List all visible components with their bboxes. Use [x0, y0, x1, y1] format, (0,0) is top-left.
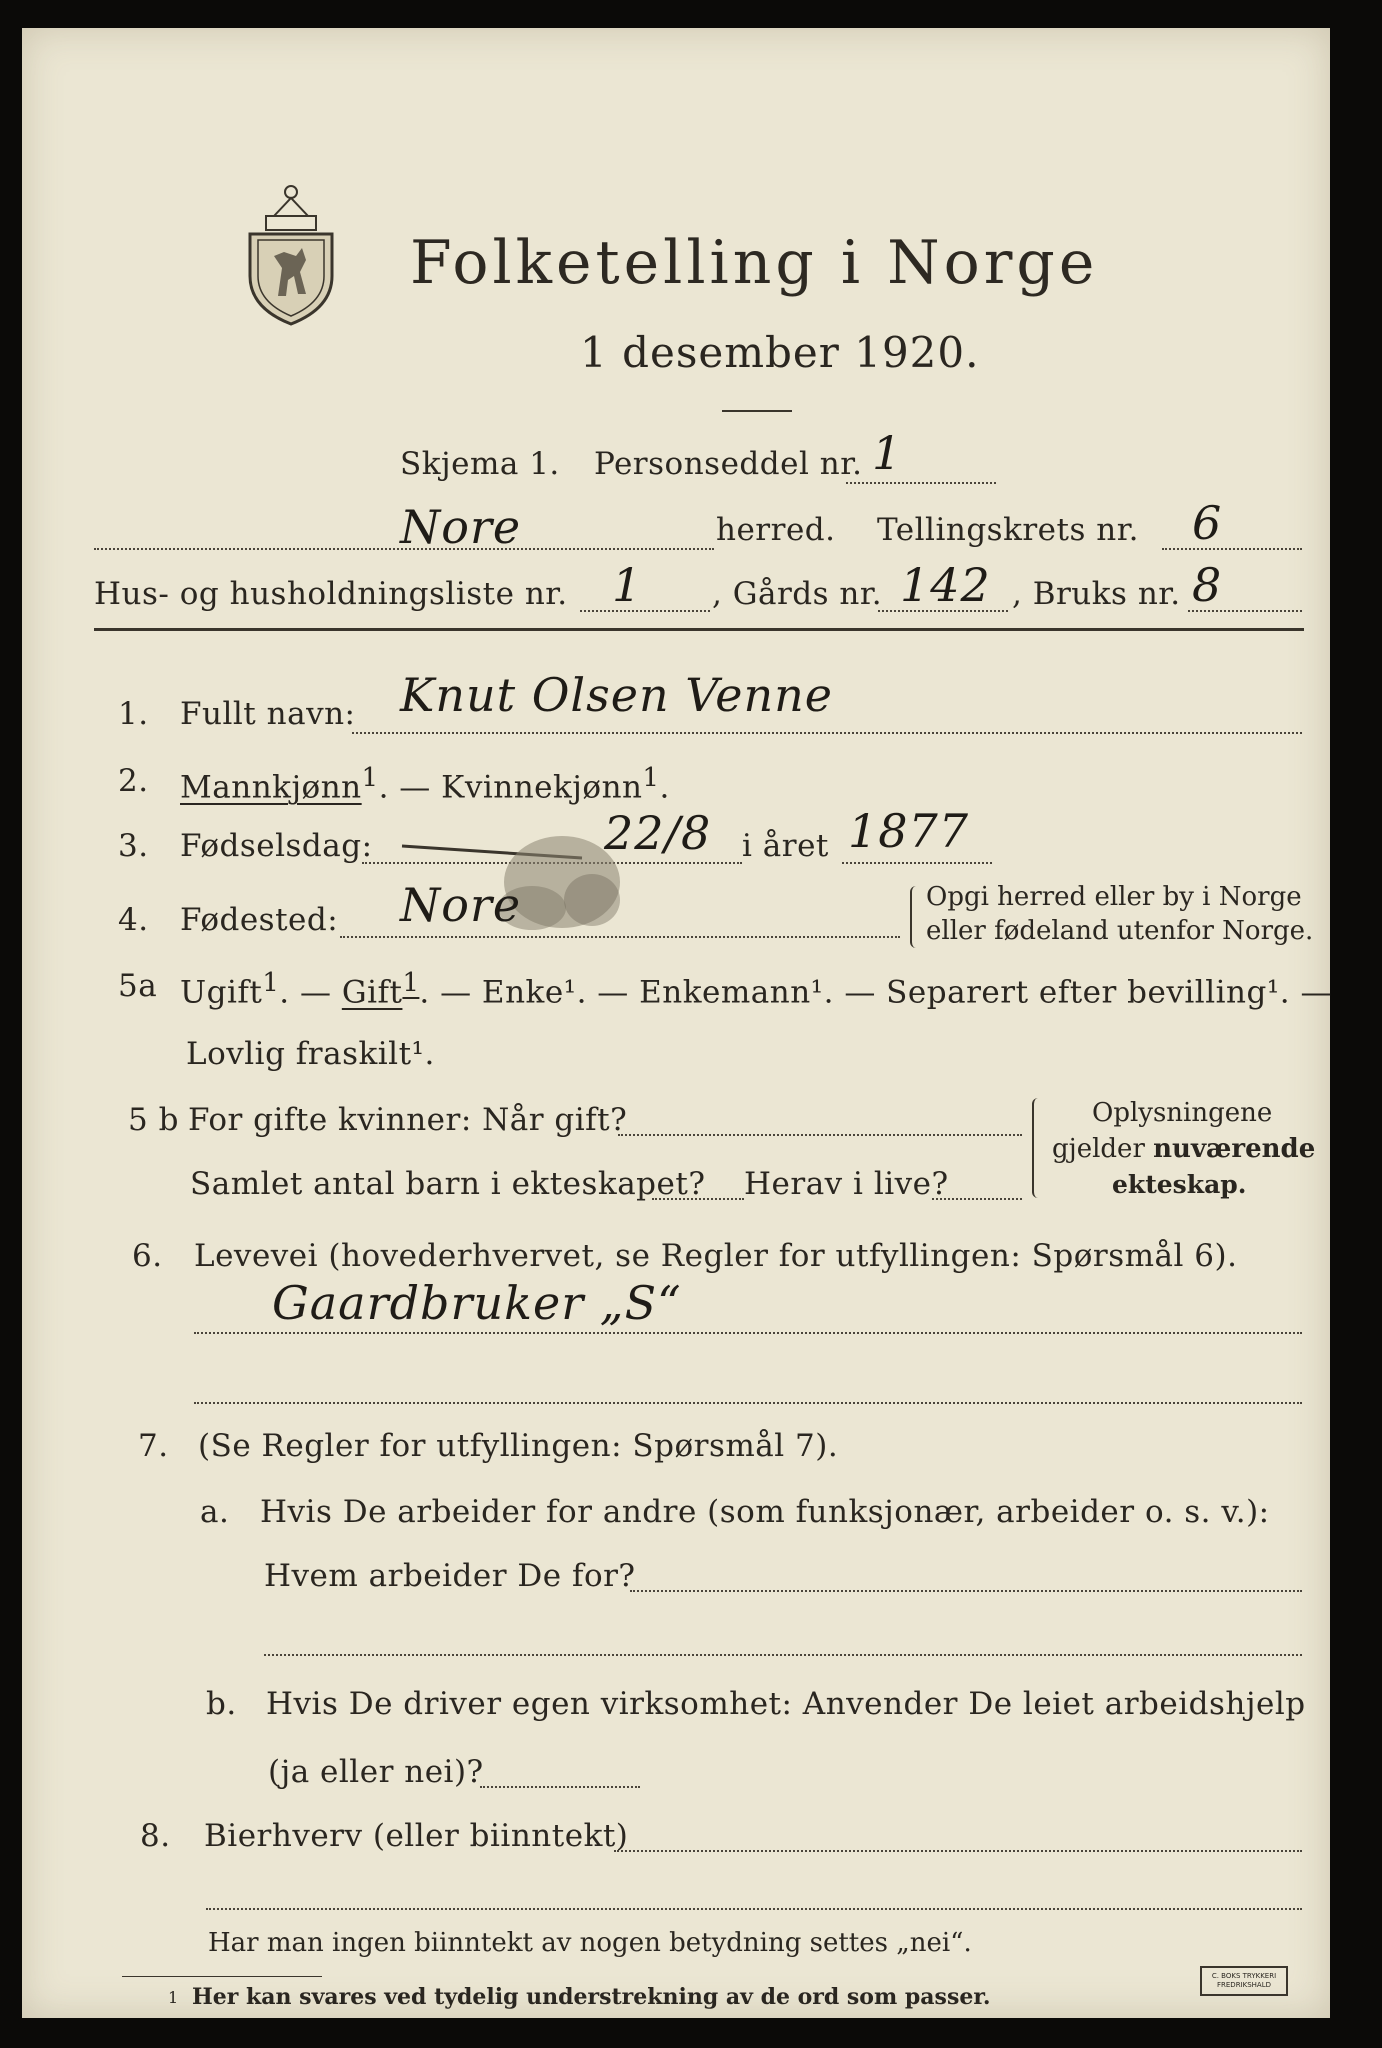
q5a-marital-options: Ugift$^1$. — Gift$^1$. — Enke¹. — Enkemann¹. — Separert efter bevilling¹. —: [180, 968, 1332, 1011]
q4-label: Fødested:: [180, 902, 339, 938]
bruks-value: 8: [1192, 558, 1223, 612]
q5a-line2: Lovlig fraskilt¹.: [186, 1036, 435, 1072]
q2-female-option: Kvinnekjønn: [441, 769, 643, 806]
hus-value: 1: [612, 558, 643, 612]
q2-male-option: Mannkjønn: [180, 769, 362, 806]
q3-label: Fødselsdag:: [180, 828, 373, 864]
census-form-sheet: [22, 28, 1330, 2018]
q5b-line2b: Herav i live?: [744, 1166, 949, 1202]
q7b-line1: Hvis De driver egen virksomhet: Anvender De leiet arbeidshjelp: [266, 1686, 1306, 1722]
gards-value: 142: [900, 558, 991, 612]
q5b-note-line3: ekteskap.: [1112, 1170, 1247, 1199]
q5a-gift-option: Gift: [341, 974, 403, 1011]
q6-occupation-value: Gaardbruker „S“: [272, 1276, 682, 1330]
norway-coat-of-arms-icon: [244, 176, 338, 326]
q5b-number: 5 b: [128, 1102, 179, 1138]
personseddel-value: 1: [872, 426, 903, 480]
q7b-letter: b.: [206, 1686, 237, 1722]
q3-year-value: 1877: [848, 804, 970, 858]
q7a-letter: a.: [200, 1494, 230, 1530]
q7-label: (Se Regler for utfyllingen: Spørsmål 7).: [198, 1428, 839, 1464]
q8-number: 8.: [140, 1818, 171, 1854]
q4-birthplace-value: Nore: [400, 878, 522, 932]
form-title: Folketelling i Norge: [410, 228, 1099, 298]
q5a-number: 5a: [118, 968, 158, 1004]
q5b-line1: For gifte kvinner: Når gift?: [188, 1102, 628, 1138]
skjema-label: Skjema 1.: [400, 446, 560, 482]
herred-label: herred.: [716, 512, 836, 548]
q3-year-label: i året: [742, 828, 829, 864]
tellingskrets-value: 6: [1192, 496, 1223, 550]
q2-number: 2.: [118, 763, 149, 799]
q7a-line2: Hvem arbeider De for?: [264, 1558, 636, 1594]
q8-label: Bierhverv (eller biinntekt): [204, 1818, 629, 1854]
tellingskrets-label: Tellingskrets nr.: [877, 512, 1139, 548]
q7-number: 7.: [138, 1428, 169, 1464]
q4-note-line2: eller fødeland utenfor Norge.: [926, 916, 1314, 946]
herred-value: Nore: [400, 500, 522, 554]
q5a-ugift-option: Ugift: [180, 974, 263, 1011]
q1-full-name-value: Knut Olsen Venne: [400, 668, 833, 722]
footnote-number: 1: [168, 1988, 179, 2007]
q5b-note-line1: Oplysningene: [1092, 1098, 1273, 1128]
q8-note: Har man ingen biinntekt av nogen betydning settes „nei“.: [208, 1928, 972, 1958]
q5b-note-line2: gjelder nuværende: [1052, 1134, 1316, 1164]
census-date: 1 desember 1920.: [580, 328, 980, 377]
q3-birthday-value: 22/8: [604, 806, 712, 860]
footnote-text: Her kan svares ved tydelig understrekning av de ord som passer.: [192, 1984, 991, 2010]
q5a-other-options: . — Enke¹. — Enkemann¹. — Separert efter bevilling¹. —: [419, 974, 1332, 1011]
q5b-line2a: Samlet antal barn i ekteskapet?: [190, 1166, 706, 1202]
q3-number: 3.: [118, 828, 149, 864]
q4-number: 4.: [118, 902, 149, 938]
hus-label: Hus- og husholdningsliste nr.: [94, 576, 568, 612]
header-rule: [94, 628, 1304, 631]
q7b-line2: (ja eller nei)?: [268, 1754, 484, 1790]
q1-label: Fullt navn:: [180, 696, 356, 732]
footnote-rule: [122, 1976, 322, 1977]
q4-note-line1: Opgi herred eller by i Norge: [926, 882, 1302, 912]
personseddel-label: Personseddel nr.: [594, 446, 863, 482]
q6-label: Levevei (hovederhvervet, se Regler for utfyllingen: Spørsmål 6).: [194, 1238, 1238, 1274]
title-divider: [722, 410, 792, 412]
printer-stamp: C. BOKS TRYKKERI FREDRIKSHALD: [1200, 1966, 1288, 1996]
q2-sex-options: Mannkjønn$^1$. — Kvinnekjønn$^1$.: [180, 763, 670, 806]
q6-number: 6.: [132, 1238, 163, 1274]
bruks-label: , Bruks nr.: [1012, 576, 1181, 612]
q7a-line1: Hvis De arbeider for andre (som funksjonær, arbeider o. s. v.):: [260, 1494, 1270, 1530]
gards-label: , Gårds nr.: [712, 576, 883, 612]
q1-number: 1.: [118, 696, 149, 732]
